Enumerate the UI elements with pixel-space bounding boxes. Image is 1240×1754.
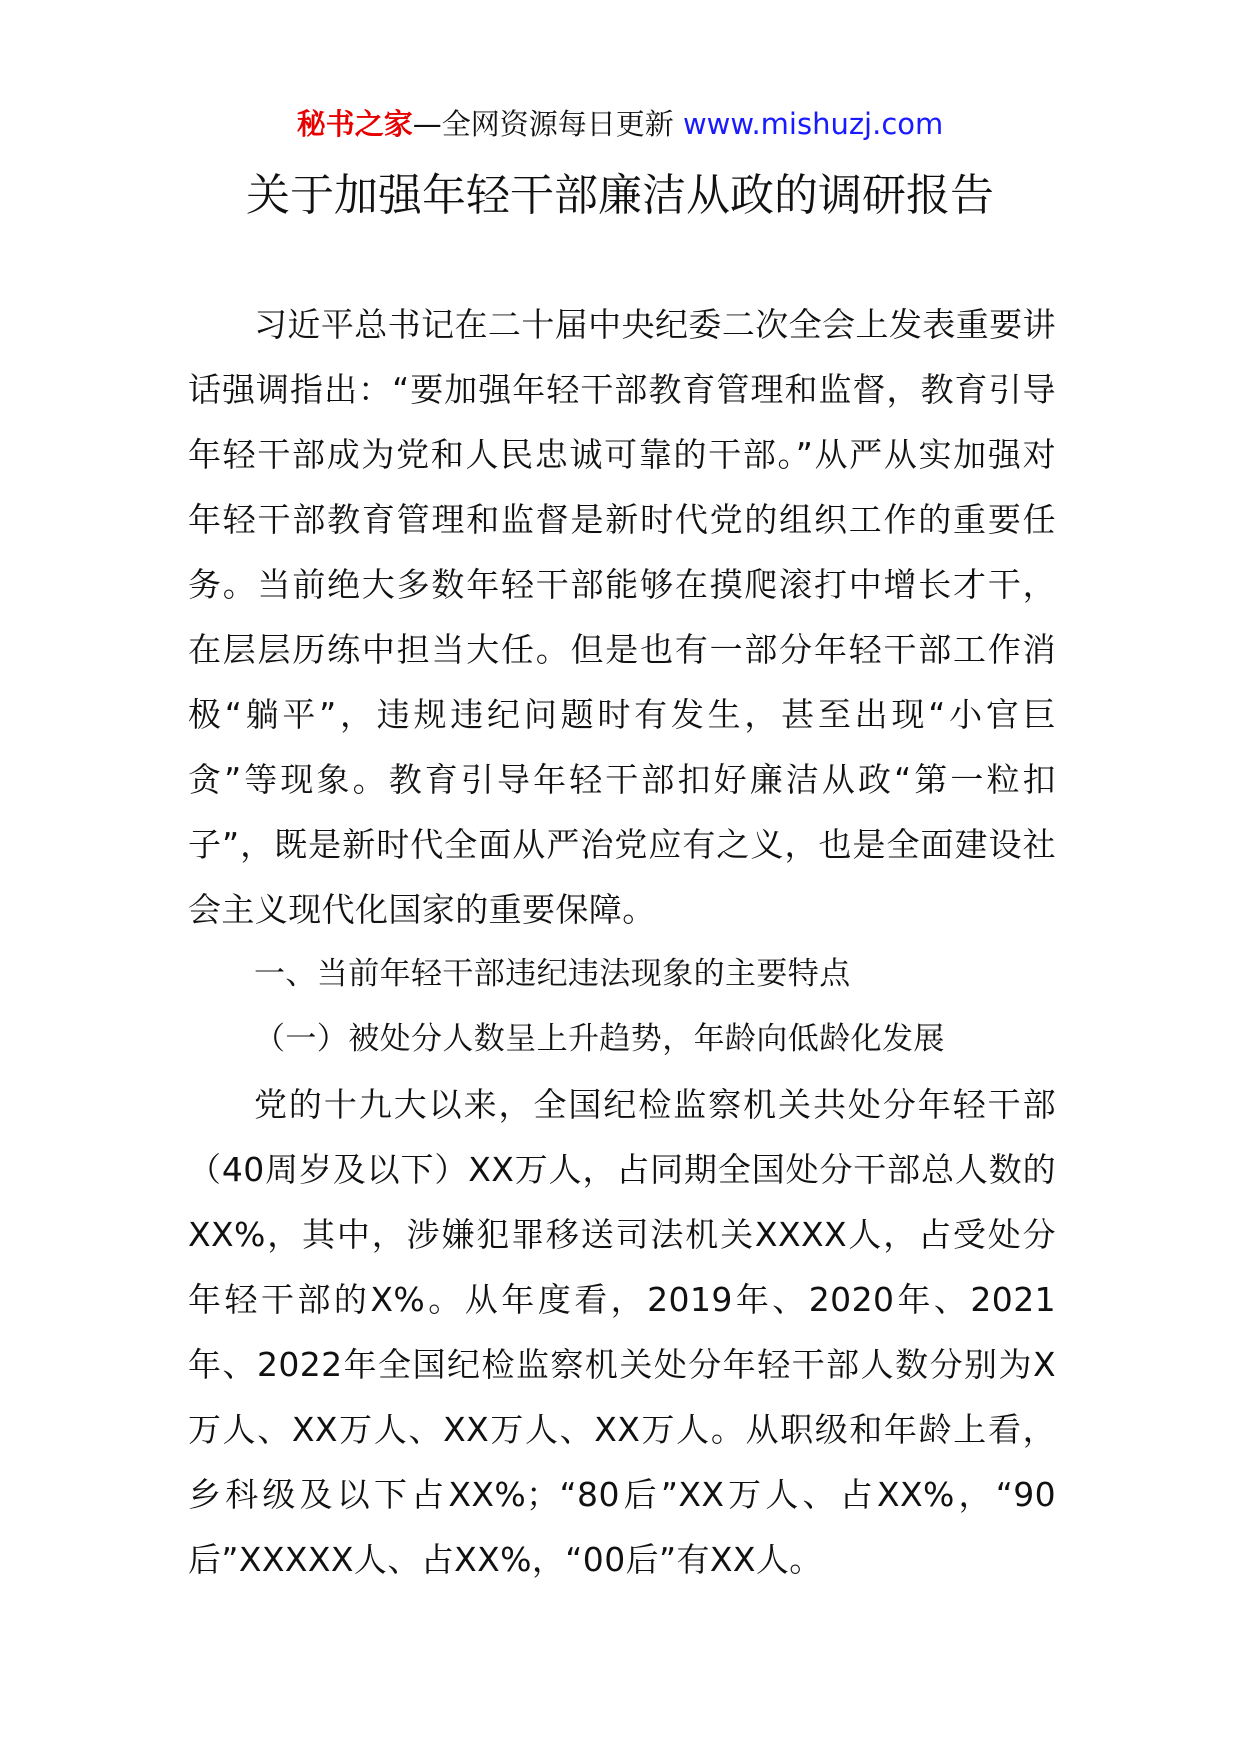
brand-name: 秘书之家 (296, 107, 413, 141)
document-body (188, 292, 1056, 1592)
section-heading: 一、当前年轻干部违纪违法现象的主要特点 (254, 956, 851, 992)
document-title: 关于加强年轻干部廉洁从政的调研报告 (246, 170, 994, 221)
subsection-paragraph: 党的十九大以来，全国纪检监察机关共处分年轻干部（40周岁及以下）XX万人，占同期全国处分干部总人数的XX%，其中，涉嫌犯罪移送司法机关XXXX人，占受处分年轻干部的X%。从年度看，2019年、2020年、2021年、2022年全国纪检监察机关处分年轻干部人数分别为X万人、XX万人、XX万人、XX万人。从职级和年龄上看，乡科级及以下占XX%；“80后”XX万人、占XX%，“90后”XXXXX人、占XX%，“00后”有XX人。 (188, 1085, 1056, 1579)
site-header-banner (0, 104, 1240, 144)
site-url-link[interactable]: www.mishuzj.com (682, 107, 944, 141)
subsection-heading: （一）被处分人数呈上升趋势，年龄向低龄化发展 (254, 1021, 945, 1057)
header-tagline: —全网资源每日更新 (412, 107, 674, 141)
intro-paragraph: 习近平总书记在二十届中央纪委二次全会上发表重要讲话强调指出：“要加强年轻干部教育管理和监督，教育引导年轻干部成为党和人民忠诚可靠的干部。”从严从实加强对年轻干部教育管理和监督是新时代党的组织工作的重要任务。当前绝大多数年轻干部能够在摸爬滚打中增长才干，在层层历练中担当大任。但是也有一部分年轻干部工作消极“躺平”，违规违纪问题时有发生，甚至出现“小官巨贪”等现象。教育引导年轻干部扣好廉洁从政“第一粒扣子”，既是新时代全面从严治党应有之义，也是全面建设社会主义现代化国家的重要保障。 (188, 305, 1056, 929)
